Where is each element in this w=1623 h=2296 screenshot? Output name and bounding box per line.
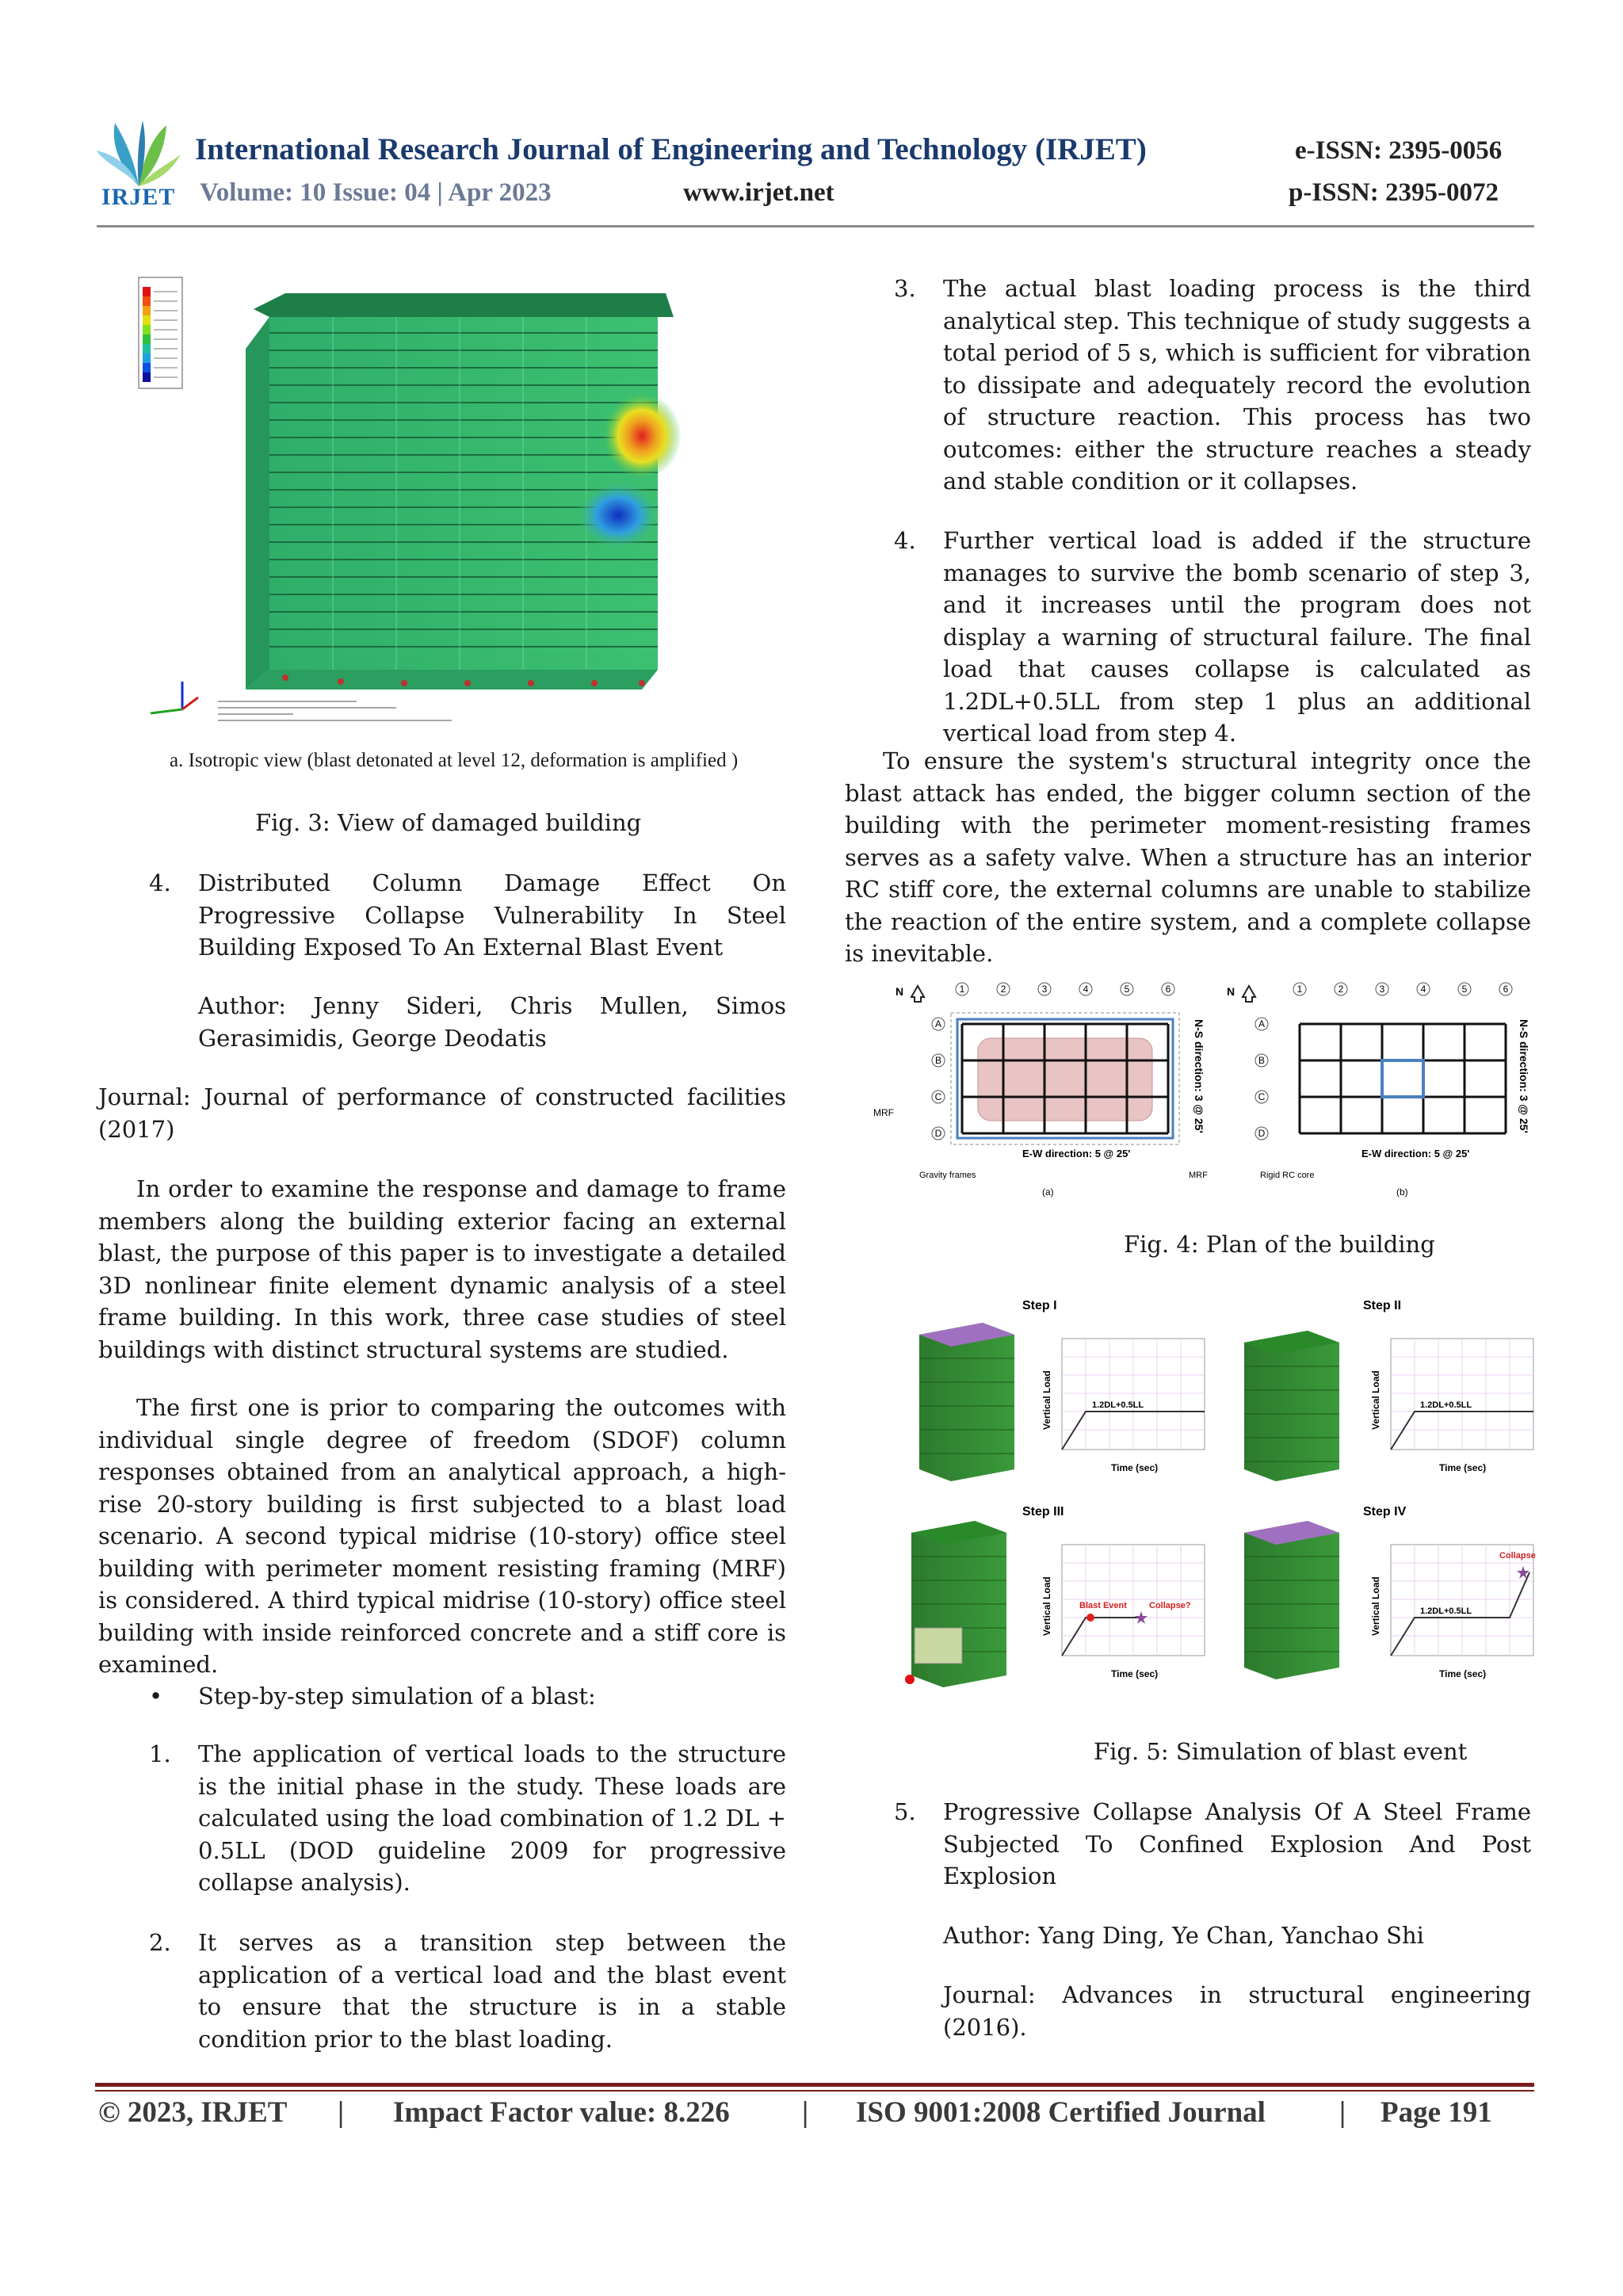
step-1-number: 1. (149, 1740, 171, 1767)
bullet-dot: • (149, 1683, 163, 1710)
plan-a (873, 983, 1208, 1198)
volume-issue: Volume: 10 Issue: 04 | Apr 2023 (200, 178, 552, 207)
col-label: 5 (1461, 984, 1468, 995)
item-5-number: 5. (894, 1798, 916, 1825)
col-label: 2 (1000, 984, 1006, 995)
mrf-label-2: MRF (1189, 1171, 1208, 1180)
row-label: A (934, 1018, 942, 1030)
x-axis-label: Time (sec) (1111, 1668, 1159, 1679)
right-paragraph: To ensure the system's structural integrity once the blast attack has ended, the bigger column section of the building with the perimeter moment-resisting frames serves as a safety valve. When a structure has an interior RC stiff core, the external columns are unable to stabilize the reaction of the entire system, and a complete collapse is inevitable. (845, 747, 1531, 967)
figure-4-caption: Fig. 4: Plan of the building (1124, 1231, 1435, 1258)
north-label-b: N (1227, 985, 1235, 998)
col-label: 4 (1420, 984, 1426, 995)
col-label: 1 (959, 984, 965, 995)
figure-3-image (135, 269, 816, 737)
ew-label-a: E-W direction: 5 @ 25' (1022, 1148, 1131, 1159)
step-4-number: 4. (894, 527, 916, 554)
row-label: B (934, 1055, 942, 1066)
step-3-text: The actual blast loading process is the third analytical step. This technique of study suggests a total period of 5 s, which is sufficient for vibration to dissipate and adequately record the evolution of structure reaction. This process has two outcomes: either the structure reaches a steady and stable condition or it collapses. (943, 275, 1531, 495)
journal-title: International Research Journal of Engineering and Technology (IRJET) (195, 132, 1147, 166)
col-label: 6 (1503, 984, 1509, 995)
eissn: e-ISSN: 2395-0056 (1295, 136, 1503, 165)
item-5-author: Author: Yang Ding, Ye Chan, Yanchao Shi (943, 1922, 1424, 1949)
y-axis-label: Vertical Load (1370, 1370, 1381, 1430)
load-label: 1.2DL+0.5LL (1092, 1400, 1144, 1410)
pissn: p-ISSN: 2395-0072 (1289, 178, 1499, 207)
item-5-journal: Journal: Advances in structural engineering (2016). (943, 1981, 1531, 2041)
logo-leaf-icon (95, 119, 182, 190)
load-label: 1.2DL+0.5LL (1420, 1606, 1472, 1616)
y-axis-label: Vertical Load (1041, 1576, 1052, 1636)
north-label-a: N (896, 985, 904, 998)
y-axis-label: Vertical Load (1370, 1576, 1381, 1636)
north-arrow-icon (1243, 986, 1255, 1002)
page-footer (98, 2095, 1533, 2135)
footer-page-number: Page 191 (1381, 2096, 1492, 2129)
figure-3-subcaption: a. Isotropic view (blast detonated at level 12, deformation is amplified ) (170, 750, 739, 771)
footer-separator: | (338, 2096, 345, 2129)
ew-label-b: E-W direction: 5 @ 25' (1361, 1148, 1470, 1159)
ns-label-b: N-S direction: 3 @ 25' (1518, 1019, 1530, 1133)
figure-5-simulation (903, 1295, 1537, 1699)
row-label: D (934, 1128, 942, 1139)
col-label: 3 (1379, 984, 1385, 995)
x-axis-label: Time (sec) (1439, 1462, 1487, 1473)
item-4-number: 4. (149, 869, 171, 896)
item-4-author: Author: Jenny Sideri, Chris Mullen, Simos Gerasimidis, George Deodatis (198, 992, 786, 1052)
step-4-panel (1244, 1505, 1536, 1679)
footer-separator: | (802, 2096, 809, 2129)
gravity-label: Gravity frames (919, 1171, 976, 1180)
x-axis-label: Time (sec) (1439, 1668, 1487, 1679)
footer-rule-top (95, 2083, 1534, 2087)
row-label: C (934, 1091, 942, 1102)
row-label: D (1258, 1128, 1266, 1139)
item-4-journal: Journal: Journal of performance of constructed facilities (2017) (98, 1083, 786, 1143)
figure-3-caption: Fig. 3: View of damaged building (255, 809, 642, 836)
footer-copyright: © 2023, IRJET (98, 2096, 288, 2129)
step-2-text: It serves as a transition step between the application of a vertical load and the blast event to ensure that the structure is in a stable condition prior to the blast loading. (198, 1929, 786, 2053)
step-2-panel (1244, 1299, 1533, 1481)
logo-text: IRJET (101, 184, 176, 210)
step-3-panel (905, 1505, 1205, 1687)
step-1-panel (919, 1299, 1205, 1481)
col-label: 4 (1083, 984, 1089, 995)
figure-4-plans (872, 973, 1537, 1203)
item-4-title: Distributed Column Damage Effect On Progressive Collapse Vulnerability In Steel Building Exposed To An External Blast Event (198, 869, 786, 961)
load-label: 1.2DL+0.5LL (1420, 1400, 1472, 1410)
left-paragraph-2: The first one is prior to comparing the outcomes with individual single degree of freedom (SDOF) column responses obtained from an analytical approach, a high-rise 20-story building is first subjected to a blast load scenario. A second typical midrise (10-story) office steel building with perimeter moment resisting framing (MRF) is considered. A third typical midrise (10-story) office steel building with inside reinforced concrete and a stiff core is examined. (98, 1394, 786, 1678)
row-label: A (1258, 1018, 1266, 1030)
step-label: Step IV (1363, 1505, 1407, 1519)
step-label: Step II (1363, 1299, 1402, 1312)
bullet-item: Step-by-step simulation of a blast: (198, 1683, 596, 1710)
step-2-number: 2. (149, 1929, 171, 1956)
website-link[interactable]: www.irjet.net (683, 178, 834, 207)
footer-impact-factor: Impact Factor value: 8.226 (393, 2096, 730, 2129)
figure-5-caption: Fig. 5: Simulation of blast event (1094, 1738, 1468, 1765)
sub-a-label: (a) (1042, 1186, 1054, 1198)
y-axis-label: Vertical Load (1041, 1370, 1052, 1430)
footer-rule-bottom (95, 2090, 1534, 2092)
collapse-label: Collapse (1499, 1551, 1536, 1561)
x-axis-label: Time (sec) (1111, 1462, 1159, 1473)
plan-b (1227, 983, 1530, 1198)
step-4-text: Further vertical load is added if the structure manages to survive the bomb scenario of step 3, and it increases until the program does not display a warning of structural failure. The final load that causes collapse is calculated as 1.2DL+0.5LL from step 1 plus an additional vertical load from step 4. (943, 527, 1531, 747)
footer-iso: ISO 9001:2008 Certified Journal (856, 2096, 1266, 2129)
blast-event-label: Blast Event (1079, 1601, 1127, 1610)
row-label: C (1258, 1091, 1266, 1102)
item-5-title: Progressive Collapse Analysis Of A Steel Frame Subjected To Confined Explosion And Post Explosion (943, 1798, 1531, 1889)
north-arrow-icon (911, 986, 924, 1002)
col-label: 3 (1041, 984, 1048, 995)
step-3-number: 3. (894, 275, 916, 302)
col-label: 6 (1165, 984, 1171, 995)
sub-b-label: (b) (1396, 1186, 1408, 1198)
col-label: 2 (1338, 984, 1344, 995)
mrf-label: MRF (873, 1107, 894, 1118)
step-label: Step I (1022, 1299, 1057, 1312)
left-paragraph-1: In order to examine the response and damage to frame members along the building exterior facing an external blast, the purpose of this paper is to investigate a detailed 3D nonlinear finite element dynamic analysis of a steel frame building. In this work, three case studies of steel buildings with distinct structural systems are studied. (98, 1175, 786, 1363)
ns-label-a: N-S direction: 3 @ 25' (1193, 1019, 1205, 1133)
step-1-text: The application of vertical loads to the structure is the initial phase in the study. These loads are calculated using the load combination of 1.2 DL + 0.5LL (DOD guideline 2009 for progressive collapse analysis). (198, 1740, 786, 1896)
step-label: Step III (1022, 1505, 1064, 1519)
rigid-core-label: Rigid RC core (1260, 1171, 1315, 1180)
col-label: 1 (1296, 984, 1303, 995)
row-label: B (1258, 1055, 1266, 1066)
col-label: 5 (1124, 984, 1130, 995)
collapse-question-label: Collapse? (1149, 1601, 1191, 1610)
footer-separator: | (1339, 2096, 1346, 2129)
header-divider (97, 225, 1534, 227)
